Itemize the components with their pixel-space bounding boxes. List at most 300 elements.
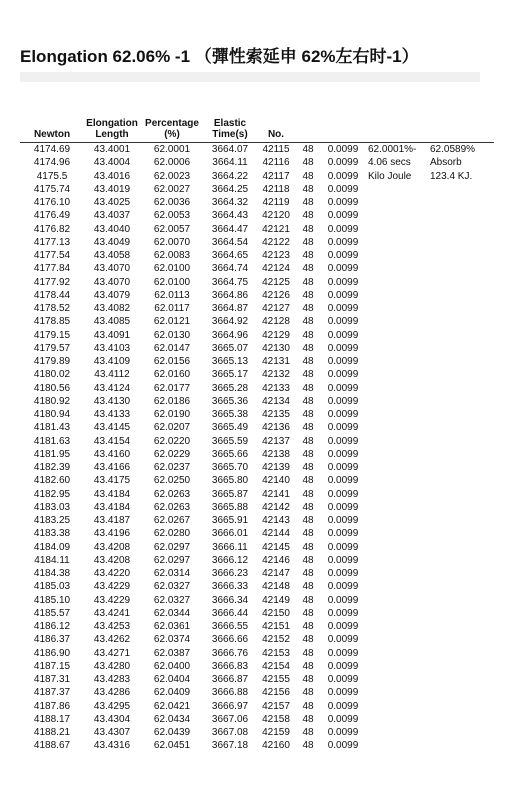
table-cell: 3666.11 [212, 541, 248, 553]
table-cell: 48 [302, 727, 314, 738]
table-cell: 42158 [262, 713, 290, 725]
table-row [20, 408, 494, 421]
table-cell: 3665.59 [211, 435, 249, 447]
table-cell: 3666.44 [211, 607, 249, 619]
table-cell: 3666.01 [211, 528, 249, 540]
table-row [20, 196, 494, 209]
table-cell: 48 [302, 435, 314, 447]
table-cell: 62.0100 [153, 263, 191, 275]
table-cell: 43.4133 [93, 409, 131, 420]
table-cell: 62.0409 [153, 687, 191, 699]
table-cell: 43.4070 [93, 263, 131, 275]
table-cell: 42136 [262, 422, 290, 434]
table-cell: 42147 [262, 568, 290, 579]
table-cell [366, 209, 428, 222]
table-cell: 3666.55 [211, 621, 249, 632]
table-cell: 48 [302, 210, 314, 222]
table-row [20, 660, 494, 673]
table-cell: 4187.15 [33, 660, 71, 672]
table-cell: 48 [302, 607, 314, 619]
table-cell [428, 342, 494, 355]
table-cell [428, 660, 494, 673]
table-row [20, 368, 494, 381]
table-cell: 62.0263 [153, 488, 191, 500]
table-cell: 43.4040 [93, 223, 131, 235]
table-cell: 0.0099 [327, 250, 359, 261]
table-cell: 3667.18 [211, 740, 249, 752]
table-row [20, 594, 494, 607]
table-cell [366, 249, 428, 262]
table-cell [428, 408, 494, 421]
table-cell: 43.4241 [93, 607, 131, 619]
table-cell [366, 607, 428, 620]
table-row [20, 567, 494, 580]
table-cell: 42140 [262, 475, 290, 487]
table-cell: 0.0099 [327, 515, 359, 526]
table-cell: 42118 [262, 183, 290, 195]
table-cell: 43.4004 [93, 157, 131, 169]
table-cell: 62.0001 [153, 144, 191, 155]
table-cell: 3664.07 [211, 144, 249, 155]
table-cell: 4178.85 [33, 316, 71, 328]
table-cell: 62.0023 [153, 170, 191, 182]
table-cell [428, 223, 494, 236]
table-cell: 42127 [262, 303, 290, 314]
table-cell: 42116 [262, 157, 290, 169]
table-cell: 0.0099 [327, 607, 359, 619]
table-row [20, 700, 494, 713]
table-cell: 0.0099 [327, 210, 359, 222]
table-cell: 48 [302, 263, 314, 275]
table-cell: 3664.86 [211, 289, 249, 301]
table-cell: 42117 [262, 170, 290, 182]
table-cell: 62.0404 [153, 674, 191, 685]
table-cell: 3664.11 [212, 157, 248, 169]
table-row [20, 315, 494, 328]
table-cell: 62.0001%- [368, 144, 417, 155]
table-cell: 43.4304 [93, 713, 131, 725]
table-cell: 62.0156 [153, 356, 191, 367]
table-row [20, 395, 494, 408]
table-row [20, 209, 494, 222]
table-cell: 43.4124 [93, 382, 131, 394]
table-cell: 4175.5 [36, 170, 68, 182]
table-cell [366, 726, 428, 739]
header-col-8 [366, 118, 428, 143]
table-cell [366, 580, 428, 593]
table-cell: 0.0099 [327, 568, 359, 579]
table-cell [366, 368, 428, 381]
table-cell: 48 [302, 554, 314, 566]
table-cell [428, 196, 494, 209]
table-cell: 0.0099 [327, 197, 359, 208]
table-cell: 42124 [262, 263, 290, 275]
table-cell: 43.4286 [93, 687, 131, 699]
table-cell: 62.0314 [153, 568, 191, 579]
table-cell: 0.0099 [327, 223, 359, 235]
table-row [20, 143, 494, 157]
table-cell [428, 329, 494, 342]
table-cell: 4187.31 [33, 674, 71, 685]
table-cell: 0.0099 [327, 263, 359, 275]
table-cell: 43.4109 [93, 356, 131, 367]
table-cell [366, 302, 428, 315]
table-cell: 43.4037 [93, 210, 131, 222]
table-cell [428, 673, 494, 686]
table-cell [366, 315, 428, 328]
table-row [20, 302, 494, 315]
table-cell: 3665.88 [211, 501, 249, 513]
table-cell: 43.4091 [93, 329, 131, 341]
table-cell: 0.0099 [327, 581, 359, 593]
table-cell: 3666.33 [211, 581, 249, 593]
table-cell: 42145 [262, 541, 290, 553]
table-cell: 0.0099 [327, 594, 359, 606]
table-cell: 62.0160 [153, 369, 191, 381]
table-cell: 4188.21 [33, 727, 71, 738]
table-cell: 4180.94 [33, 409, 71, 420]
table-row [20, 342, 494, 355]
table-cell: 0.0099 [327, 727, 359, 738]
table-row [20, 686, 494, 699]
table-cell: 3664.43 [211, 210, 249, 222]
table-cell: 42149 [262, 594, 290, 606]
table-cell [428, 647, 494, 660]
table-cell: 48 [302, 621, 314, 632]
table-cell: 4178.44 [33, 289, 71, 301]
table-cell: 43.4229 [93, 594, 131, 606]
table-cell: 0.0099 [327, 634, 359, 646]
table-cell: 0.0099 [327, 687, 359, 699]
table-cell: 48 [302, 170, 314, 182]
table-cell [428, 686, 494, 699]
table-cell: 43.4082 [93, 303, 131, 314]
table-cell: 4181.43 [33, 422, 71, 434]
table-cell [428, 474, 494, 487]
table-cell [428, 713, 494, 726]
table-cell: 62.0374 [153, 634, 191, 646]
table-row [20, 673, 494, 686]
table-cell: 48 [302, 183, 314, 195]
table-cell: 43.4220 [93, 568, 131, 579]
table-cell: 62.0006 [153, 157, 191, 169]
table-cell: 4179.15 [33, 329, 71, 341]
table-cell: 0.0099 [327, 316, 359, 328]
table-cell [428, 567, 494, 580]
table-cell [428, 421, 494, 434]
table-cell: 62.0036 [153, 197, 191, 208]
table-cell [366, 660, 428, 673]
table-cell: 48 [302, 329, 314, 341]
table-row [20, 355, 494, 368]
table-cell: 48 [302, 316, 314, 328]
table-row [20, 647, 494, 660]
table-cell: 43.4184 [93, 501, 131, 513]
table-cell [366, 355, 428, 368]
table-cell: 42122 [262, 236, 290, 248]
table-cell: 42119 [262, 197, 290, 208]
table-cell: 4188.67 [33, 740, 71, 752]
header-no: No. [256, 118, 296, 143]
table-cell: 48 [302, 647, 314, 659]
table-cell: 42144 [262, 528, 290, 540]
table-cell: 4186.90 [33, 647, 71, 659]
table-row [20, 421, 494, 434]
table-cell: 3666.88 [211, 687, 249, 699]
table-cell: 48 [302, 501, 314, 513]
table-cell: 42155 [262, 674, 290, 685]
table-cell: 3665.13 [211, 356, 249, 367]
table-cell [428, 382, 494, 395]
table-cell: 62.0589% [430, 144, 476, 155]
table-cell: 48 [302, 528, 314, 540]
table-cell: 0.0099 [327, 422, 359, 434]
table-cell: 48 [302, 409, 314, 420]
table-cell: 0.0099 [327, 448, 359, 460]
table-cell: 48 [302, 382, 314, 394]
table-cell: 42150 [262, 607, 290, 619]
table-cell [428, 726, 494, 739]
table-cell: 43.4085 [93, 316, 131, 328]
table-cell: 62.0263 [153, 501, 191, 513]
table-cell: 3664.32 [211, 197, 249, 208]
table-row [20, 448, 494, 461]
table-cell [428, 355, 494, 368]
table-cell: 4185.10 [33, 594, 71, 606]
table-cell: 0.0099 [327, 674, 359, 685]
table-cell: 48 [302, 448, 314, 460]
table-cell: 42134 [262, 395, 290, 407]
table-cell: 3665.17 [211, 369, 249, 381]
data-table [20, 118, 494, 753]
table-cell: 62.0053 [153, 210, 191, 222]
table-cell: 0.0099 [327, 157, 359, 169]
table-cell: 4177.54 [33, 250, 71, 261]
table-cell: 62.0327 [153, 594, 191, 606]
table-cell: 4174.96 [33, 157, 71, 169]
table-cell: 62.0237 [153, 462, 191, 473]
table-cell [428, 262, 494, 275]
table-cell [428, 435, 494, 448]
table-cell [366, 713, 428, 726]
table-row [20, 726, 494, 739]
table-cell [428, 541, 494, 554]
table-cell: 0.0099 [327, 409, 359, 420]
table-cell: 0.0099 [327, 303, 359, 314]
table-cell: 0.0099 [327, 462, 359, 473]
table-cell: 4185.57 [33, 607, 71, 619]
table-cell: 43.4079 [93, 289, 131, 301]
table-cell: 43.4103 [93, 342, 131, 354]
table-cell: 62.0207 [153, 422, 191, 434]
table-cell: 3666.23 [211, 568, 249, 579]
table-row [20, 488, 494, 501]
table-row [20, 329, 494, 342]
table-cell: 0.0099 [327, 356, 359, 367]
table-cell: 0.0099 [327, 475, 359, 487]
table-row [20, 580, 494, 593]
table-cell: 0.0099 [327, 488, 359, 500]
table-cell: 42132 [262, 369, 290, 381]
table-cell [366, 461, 428, 474]
table-cell: 43.4145 [93, 422, 131, 434]
table-cell: 42133 [262, 382, 290, 394]
table-cell [428, 209, 494, 222]
table-row [20, 170, 494, 183]
table-cell: 43.4187 [93, 515, 131, 526]
table-cell: 48 [302, 462, 314, 473]
table-row [20, 554, 494, 567]
table-cell [428, 461, 494, 474]
table-cell: 4183.03 [33, 501, 71, 513]
table-cell: 43.4316 [93, 740, 131, 752]
table-cell [428, 620, 494, 633]
table-cell: 0.0099 [327, 369, 359, 381]
table-cell: 48 [302, 144, 314, 155]
table-cell: 48 [302, 250, 314, 261]
table-cell: 4175.74 [33, 183, 71, 195]
table-cell: 4179.57 [33, 342, 71, 354]
table-cell: 0.0099 [327, 713, 359, 725]
table-cell: 43.4130 [93, 395, 131, 407]
table-cell: 3665.49 [211, 422, 249, 434]
table-cell: 48 [302, 342, 314, 354]
table-cell: 43.4283 [93, 674, 131, 685]
table-cell: 3665.87 [211, 488, 249, 500]
table-row [20, 527, 494, 540]
table-cell [428, 580, 494, 593]
table-cell: 4180.56 [33, 382, 71, 394]
table-cell: 4186.37 [33, 634, 71, 646]
table-cell: 3666.83 [211, 660, 249, 672]
table-cell: 62.0361 [153, 621, 191, 632]
table-cell: 0.0099 [327, 554, 359, 566]
table-cell: 42148 [262, 581, 290, 593]
table-cell: 0.0099 [327, 541, 359, 553]
table-cell [428, 315, 494, 328]
table-row [20, 249, 494, 262]
table-cell: 4184.09 [33, 541, 71, 553]
table-cell [366, 554, 428, 567]
table-cell: 43.4058 [93, 250, 131, 261]
table-cell: 48 [302, 395, 314, 407]
table-cell: 43.4208 [93, 541, 131, 553]
table-cell: 43.4262 [93, 634, 131, 646]
table-cell: 43.4070 [93, 276, 131, 288]
table-cell [428, 289, 494, 302]
table-row [20, 501, 494, 514]
table-cell [428, 488, 494, 501]
table-cell: 62.0027 [153, 183, 191, 195]
table-cell: 4183.38 [33, 528, 71, 540]
table-cell: 3666.87 [211, 674, 249, 685]
table-cell: 4182.39 [33, 462, 71, 473]
table-cell: 0.0099 [327, 144, 359, 155]
table-cell: 42121 [262, 223, 290, 235]
table-cell: 43.4166 [93, 462, 131, 473]
table-cell: 43.4295 [93, 700, 131, 712]
table-cell: 48 [302, 197, 314, 208]
table-cell: 43.4016 [93, 170, 131, 182]
table-cell [428, 554, 494, 567]
table-cell: 42156 [262, 687, 290, 699]
header-elongation-length: Elongation Length [84, 118, 140, 143]
table-cell [366, 620, 428, 633]
table-cell [366, 501, 428, 514]
table-cell: 48 [302, 157, 314, 169]
table-cell: 48 [302, 475, 314, 487]
table-cell: 0.0099 [327, 435, 359, 447]
table-cell: 3664.65 [211, 250, 249, 261]
table-cell [428, 527, 494, 540]
table-cell: 4181.95 [33, 448, 71, 460]
table-cell: 3664.74 [211, 263, 249, 275]
table-cell: 43.4025 [93, 197, 131, 208]
table-cell: 0.0099 [327, 700, 359, 712]
table-cell: 62.0267 [153, 515, 191, 526]
table-cell: 3664.92 [211, 316, 249, 328]
table-cell: 0.0099 [327, 236, 359, 248]
table-cell [366, 448, 428, 461]
table-cell: 48 [302, 634, 314, 646]
table-cell: 42120 [262, 210, 290, 222]
table-cell: 3664.75 [211, 276, 249, 288]
table-cell [366, 289, 428, 302]
table-cell: 3665.70 [211, 462, 249, 473]
table-cell: 0.0099 [327, 183, 359, 195]
table-cell: 42152 [262, 634, 290, 646]
table-cell: 48 [302, 660, 314, 672]
table-cell: 43.4112 [94, 369, 130, 381]
table-cell [366, 408, 428, 421]
table-cell [428, 501, 494, 514]
table-cell: 48 [302, 276, 314, 288]
table-cell: 42141 [262, 488, 290, 500]
table-cell: 42157 [262, 700, 290, 712]
table-cell [428, 739, 494, 752]
table-cell: 4179.89 [33, 356, 71, 367]
table-cell: 3664.47 [211, 223, 249, 235]
table-row [20, 183, 494, 196]
table-cell: 0.0099 [327, 395, 359, 407]
table-cell: 48 [302, 289, 314, 301]
table-cell: 62.0229 [153, 448, 191, 460]
table-cell: 48 [302, 541, 314, 553]
table-cell: 4182.60 [33, 475, 71, 487]
table-cell: 48 [302, 356, 314, 367]
table-cell: 43.4196 [93, 528, 131, 540]
table-cell: 48 [302, 515, 314, 526]
table-cell: 0.0099 [327, 528, 359, 540]
table-cell: 62.0297 [153, 541, 191, 553]
table-cell: 4182.95 [33, 488, 71, 500]
table-cell: 42123 [262, 250, 290, 261]
table-cell [428, 607, 494, 620]
table-cell: 42138 [262, 448, 290, 460]
table-row [20, 156, 494, 169]
table-cell: 4188.17 [33, 713, 71, 725]
table-cell: 42135 [262, 409, 290, 420]
table-cell [428, 368, 494, 381]
table-cell [366, 183, 428, 196]
table-cell: 43.4253 [93, 621, 131, 632]
table-cell: 42137 [262, 435, 290, 447]
table-cell: 62.0121 [153, 316, 191, 328]
table-cell: 42126 [262, 289, 290, 301]
table-cell [366, 236, 428, 249]
table-cell: 62.0057 [153, 223, 191, 235]
table-cell: 3666.66 [211, 634, 249, 646]
